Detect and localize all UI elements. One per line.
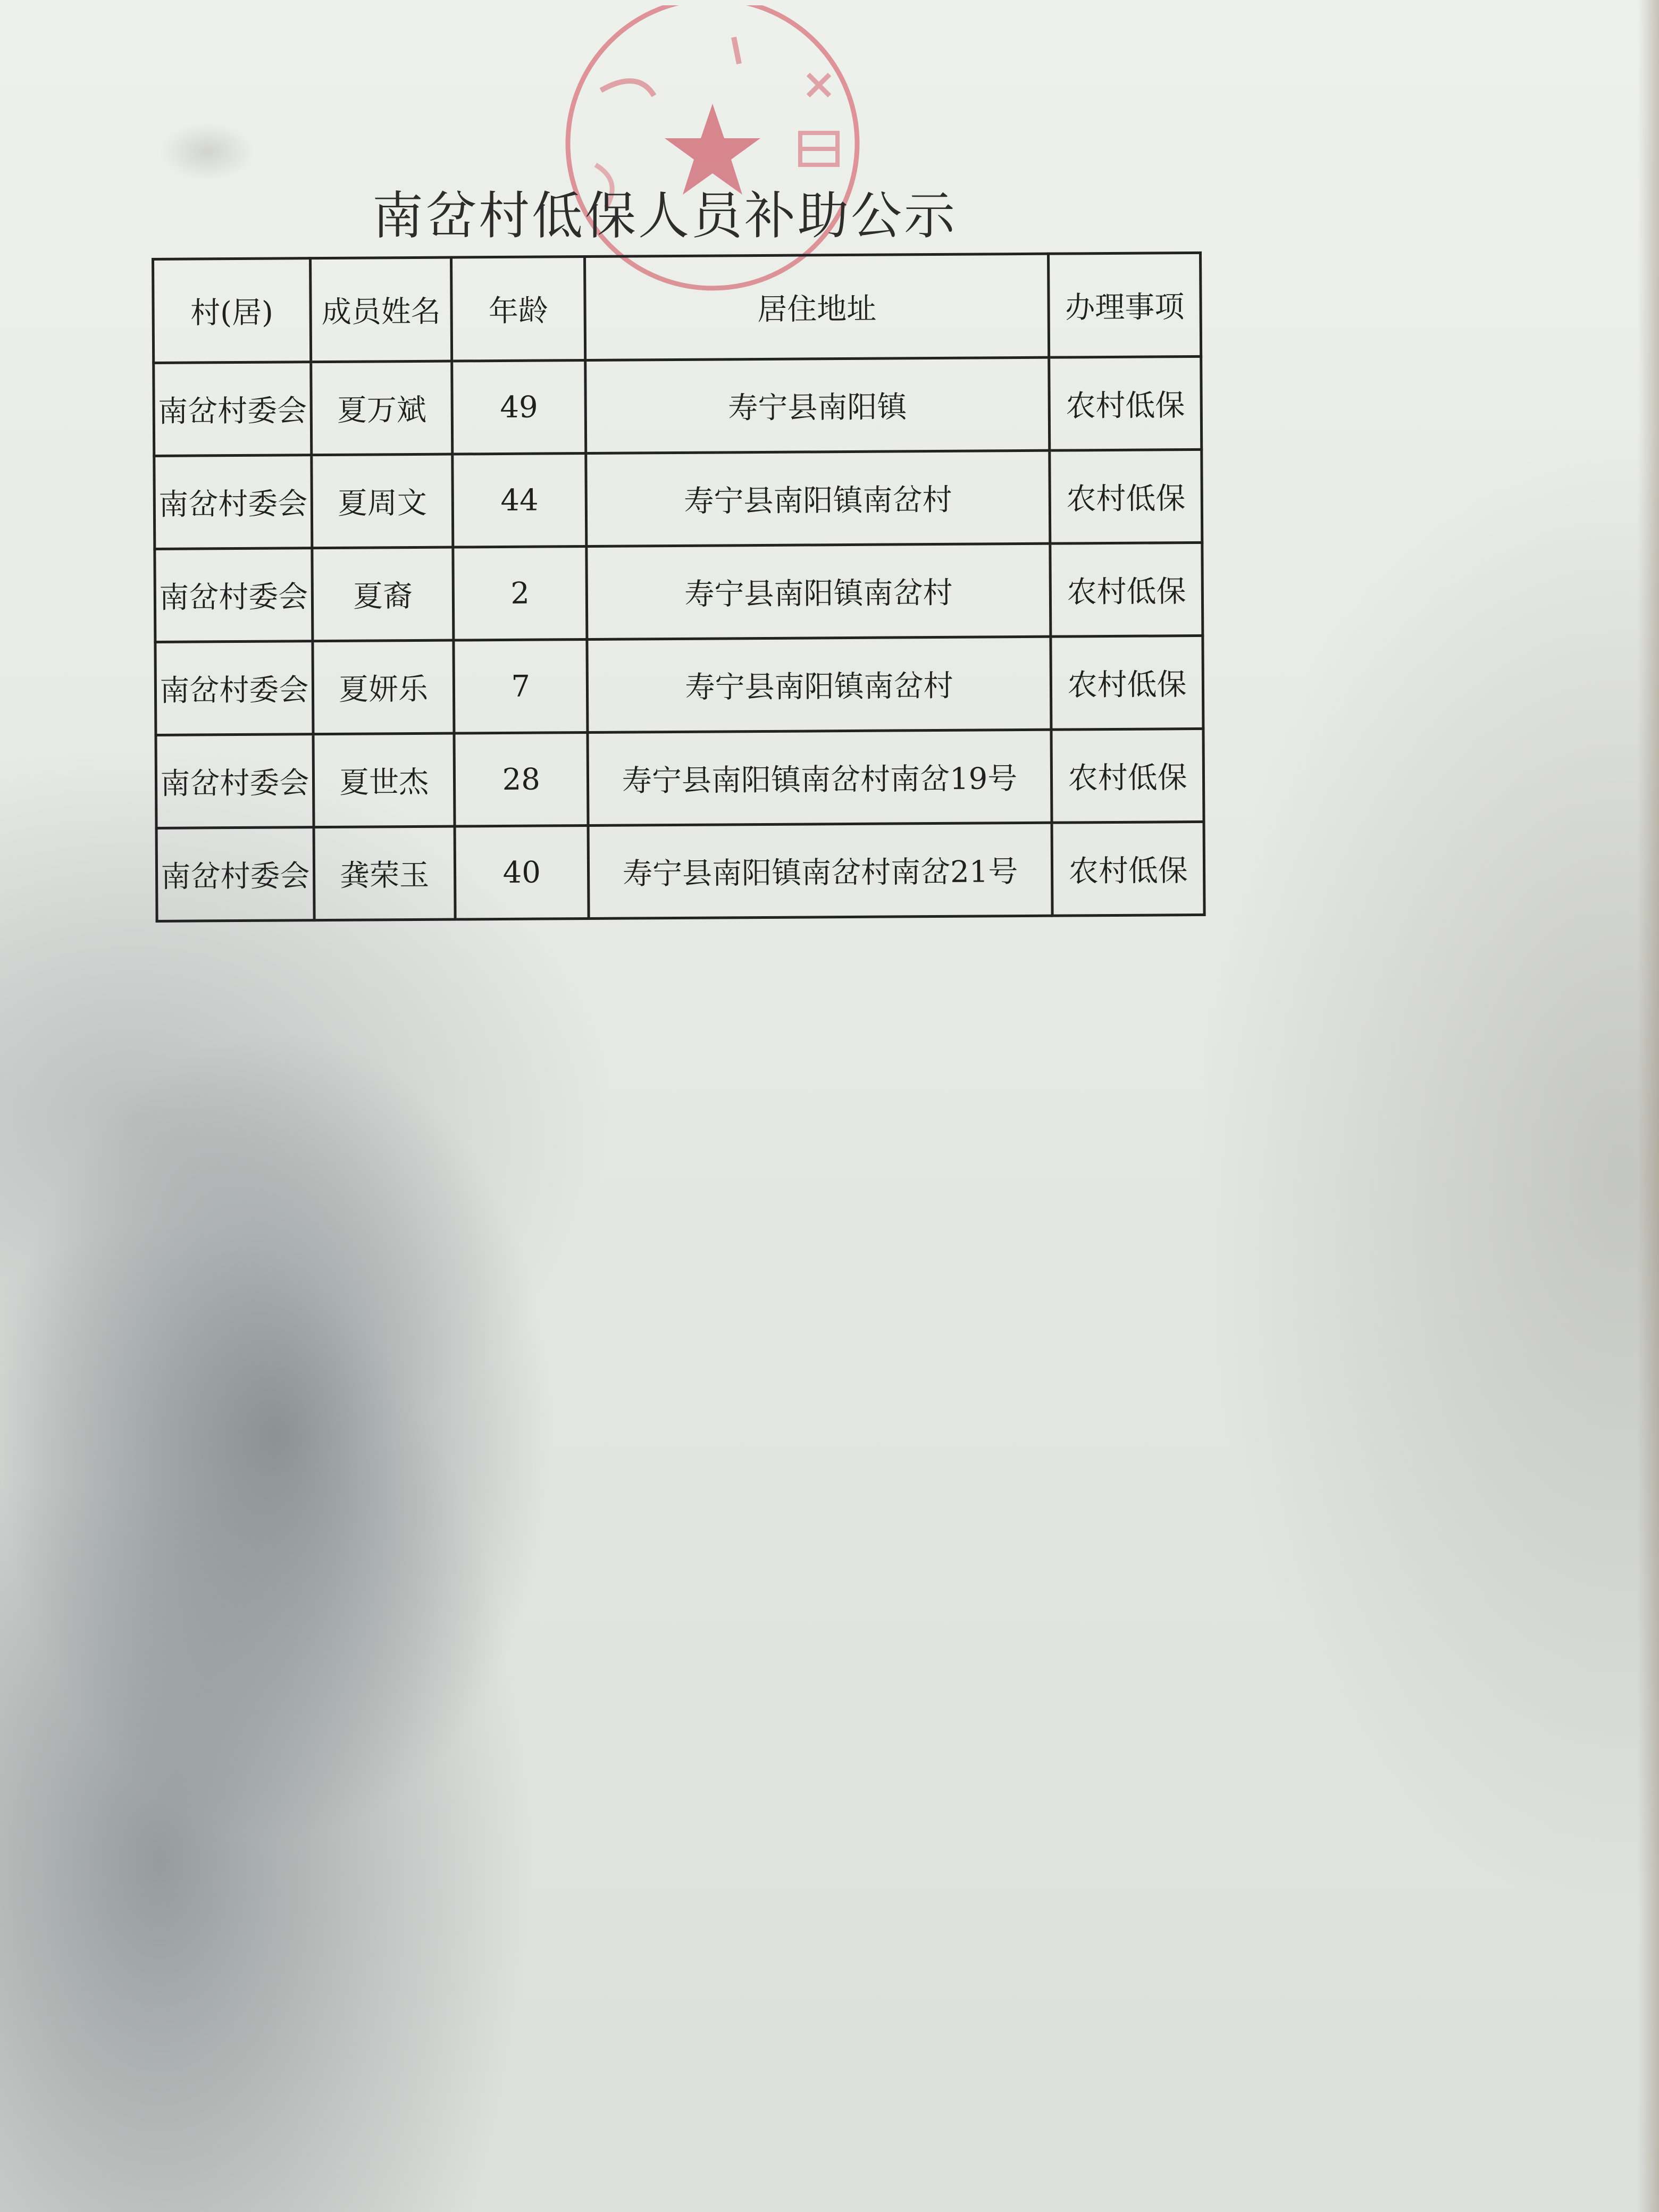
cell-village: 南岔村委会 — [154, 455, 312, 549]
table-row — [155, 542, 1203, 642]
cell-name: 夏万斌 — [311, 361, 453, 455]
cell-address: 寿宁县南阳镇南岔村南岔19号 — [588, 730, 1052, 825]
table-row — [156, 822, 1204, 921]
paper-smudge — [160, 122, 255, 181]
header-member-name: 成员姓名 — [310, 257, 452, 362]
header-address: 居住地址 — [585, 254, 1049, 360]
cell-address: 寿宁县南阳镇南岔村南岔21号 — [588, 823, 1052, 918]
cell-name: 夏世杰 — [313, 733, 455, 827]
cell-village: 南岔村委会 — [155, 641, 313, 735]
cell-name: 夏妍乐 — [313, 640, 455, 734]
cell-age: 2 — [453, 547, 587, 641]
table-row — [156, 728, 1204, 828]
cell-age: 7 — [454, 640, 588, 734]
document-title: 南岔村低保人员补助公示 — [372, 186, 957, 246]
cell-village: 南岔村委会 — [156, 827, 314, 921]
cell-age: 40 — [455, 826, 589, 920]
cell-name: 夏裔 — [312, 547, 454, 641]
cell-address: 寿宁县南阳镇南岔村 — [586, 543, 1051, 639]
cell-age: 49 — [452, 361, 586, 455]
cell-village: 南岔村委会 — [155, 548, 313, 642]
header-age: 年龄 — [451, 257, 585, 362]
cell-address: 寿宁县南阳镇南岔村 — [587, 636, 1051, 732]
cell-name: 龚荣玉 — [314, 826, 456, 920]
cell-matter: 农村低保 — [1050, 542, 1203, 636]
table-header-row — [153, 253, 1201, 363]
cell-village: 南岔村委会 — [156, 734, 314, 828]
cell-matter: 农村低保 — [1051, 635, 1203, 730]
cell-matter: 农村低保 — [1049, 356, 1202, 450]
cell-matter: 农村低保 — [1052, 822, 1204, 916]
cell-village: 南岔村委会 — [154, 362, 312, 456]
table-row — [154, 356, 1202, 456]
subsidy-table — [152, 252, 1206, 923]
cell-matter: 农村低保 — [1050, 449, 1202, 543]
cell-address: 寿宁县南阳镇 — [585, 357, 1050, 453]
header-village: 村(居) — [153, 258, 311, 363]
cell-name: 夏周文 — [312, 454, 454, 548]
cell-matter: 农村低保 — [1051, 728, 1204, 823]
table-row — [155, 635, 1203, 735]
cell-address: 寿宁县南阳镇南岔村 — [586, 450, 1050, 546]
cell-age: 28 — [454, 733, 588, 827]
header-matter: 办理事项 — [1049, 253, 1201, 357]
table-row — [154, 449, 1202, 549]
cell-age: 44 — [453, 454, 586, 548]
